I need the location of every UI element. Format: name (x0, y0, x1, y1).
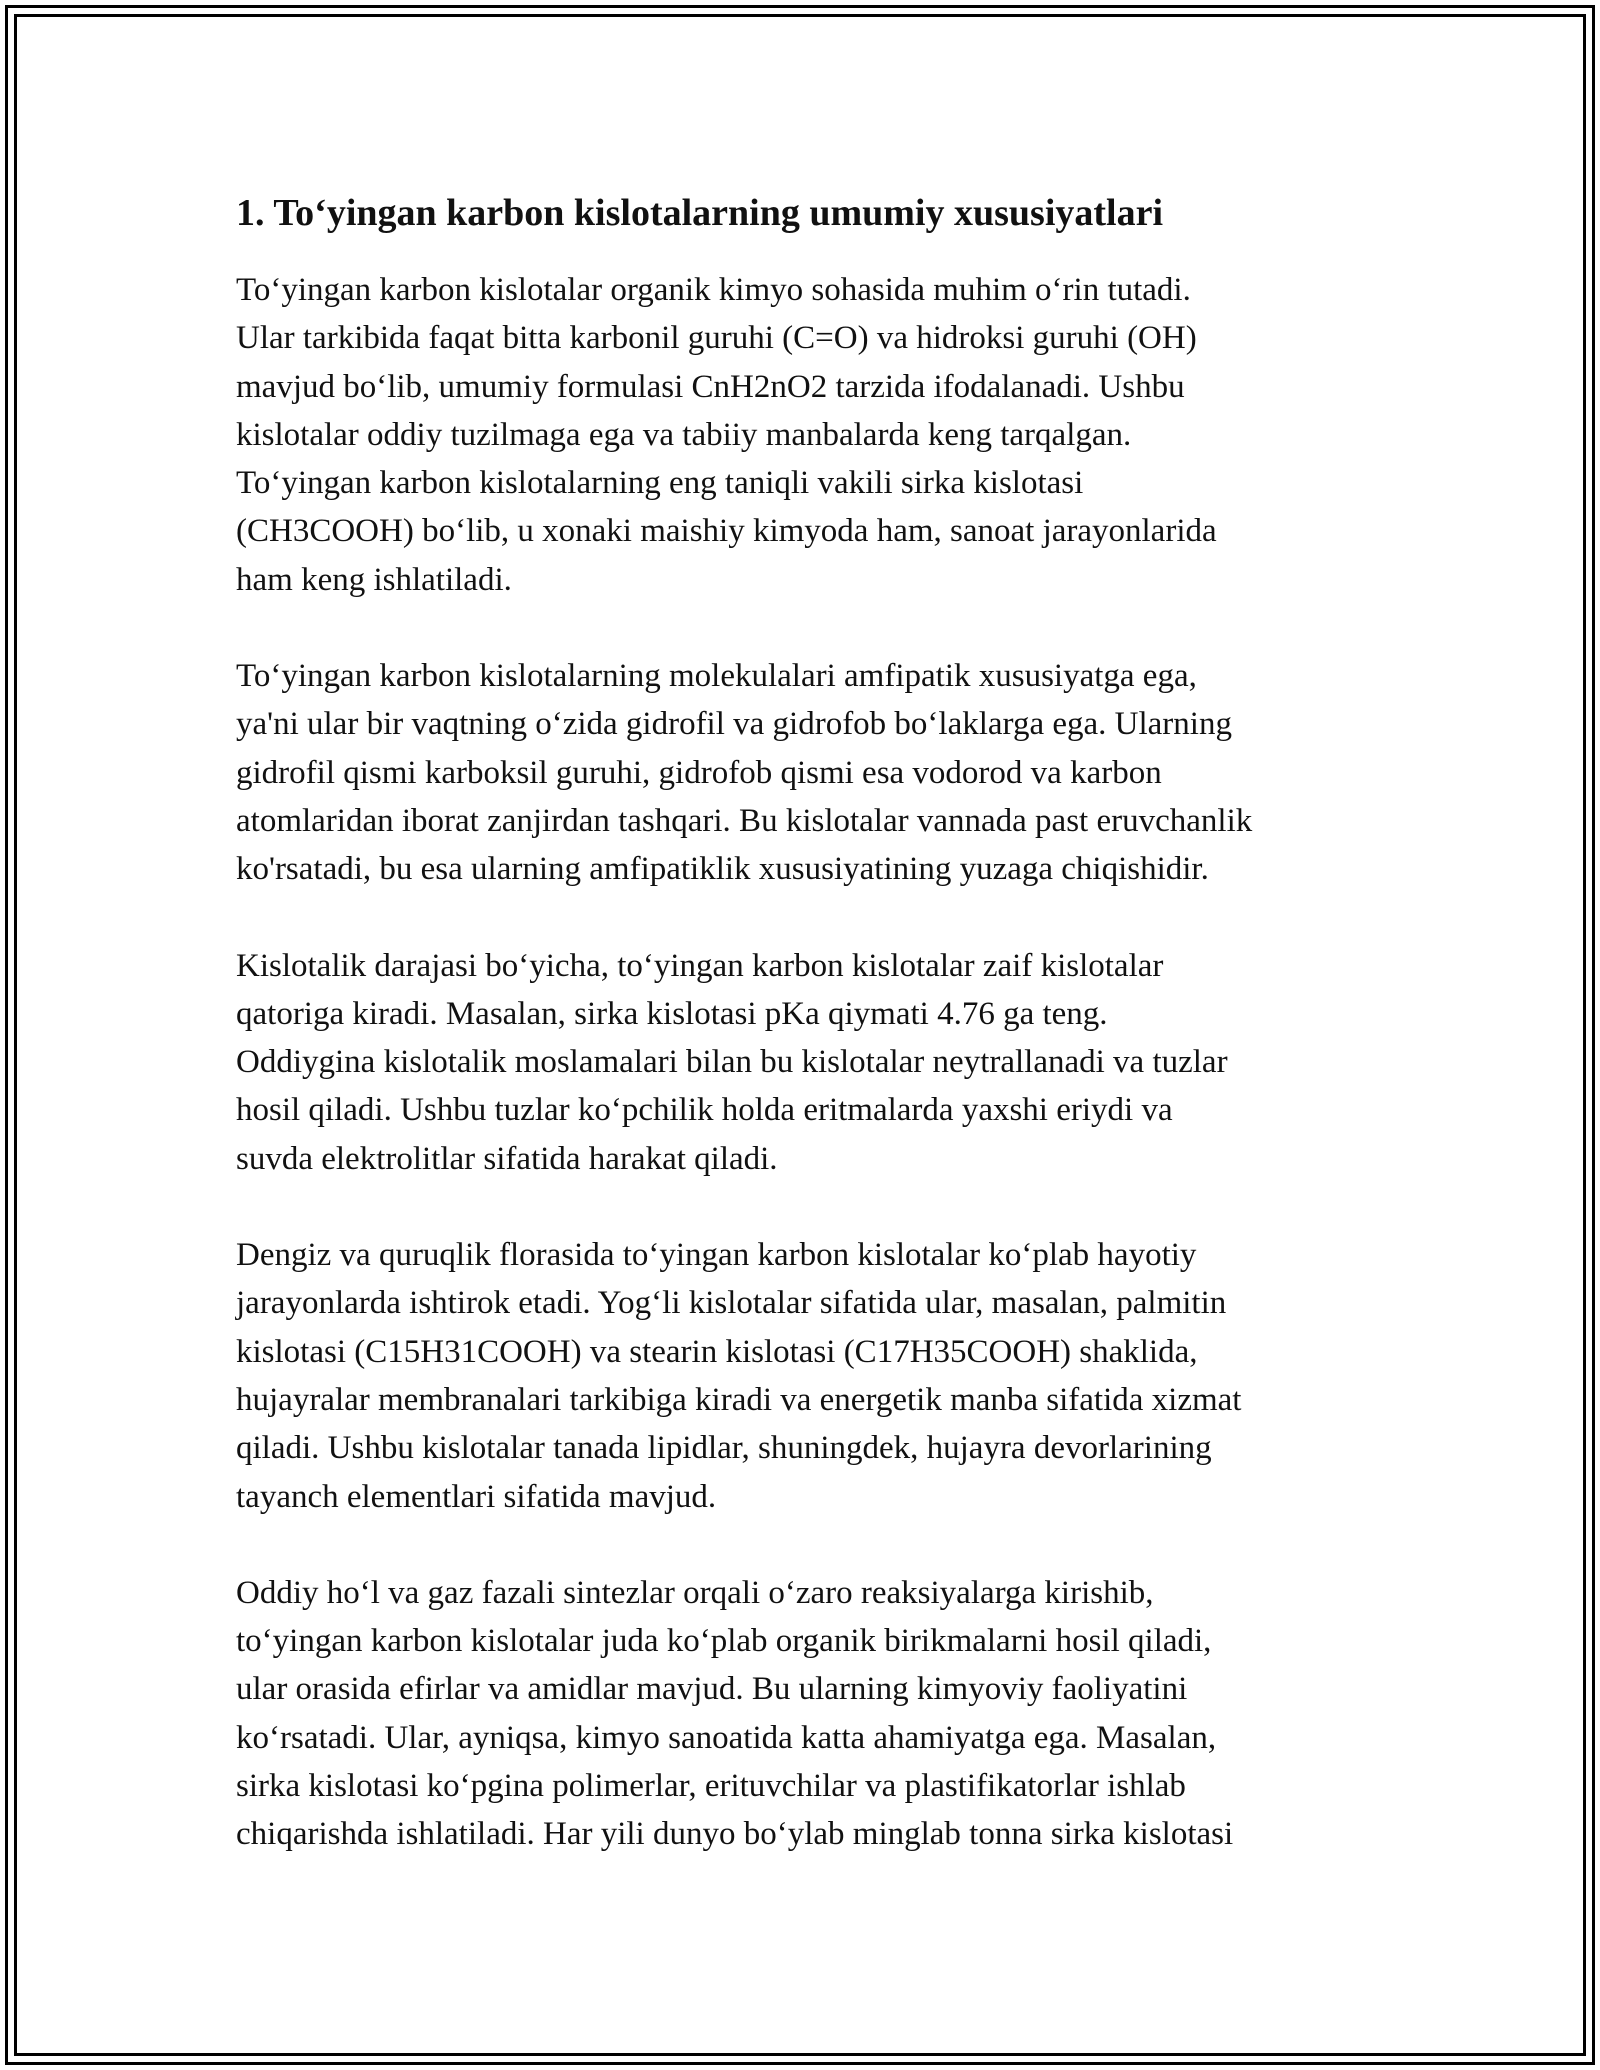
text-line: to‘yingan karbon kislotalar juda ko‘plab organik birikmalarni hosil qiladi, (236, 1623, 1212, 1660)
text-line: gidrofil qismi karboksil guruhi, gidrofob qismi esa vodorod va karbon (236, 754, 1162, 791)
text-line: Dengiz va quruqlik florasida to‘yingan karbon kislotalar ko‘plab hayotiy (236, 1237, 1197, 1274)
text-line: chiqarishda ishlatiladi. Har yili dunyo bo‘ylab minglab tonna sirka kislotasi (236, 1816, 1234, 1853)
text-line: atomlaridan iborat zanjirdan tashqari. Bu kislotalar vannada past eruvchanlik (236, 802, 1253, 839)
text-line: To‘yingan karbon kislotalarning molekulalari amfipatik xususiyatga ega, (236, 658, 1197, 695)
text-line: ko‘rsatadi. Ular, ayniqsa, kimyo sanoatida katta ahamiyatga ega. Masalan, (236, 1719, 1217, 1756)
text-line: ham keng ishlatiladi. (236, 561, 512, 598)
text-line: qiladi. Ushbu kislotalar tanada lipidlar, shuningdek, hujayra devorlarining (236, 1430, 1212, 1467)
paragraph-4 (236, 1231, 1366, 1521)
text-line: ya'ni ular bir vaqtning o‘zida gidrofil va gidrofob bo‘laklarga ega. Ularning (236, 706, 1232, 743)
text-line: jarayonlarda ishtirok etadi. Yog‘li kislotalar sifatida ular, masalan, palmitin (236, 1285, 1227, 1322)
text-line: hujayralar membranalari tarkibiga kiradi va energetik manba sifatida xizmat (236, 1381, 1242, 1418)
text-line: Ular tarkibida faqat bitta karbonil guruhi (C=O) va hidroksi guruhi (OH) (236, 320, 1197, 357)
text-line: qatoriga kiradi. Masalan, sirka kislotasi pKa qiymati 4.76 ga teng. (236, 995, 1108, 1032)
paragraph-1 (236, 266, 1366, 604)
text-line: kislotasi (C15H31COOH) va stearin kislotasi (C17H35COOH) shaklida, (236, 1333, 1198, 1370)
text-line: (CH3COOH) bo‘lib, u xonaki maishiy kimyoda ham, sanoat jarayonlarida (236, 513, 1217, 550)
document-body (236, 186, 1366, 1907)
paragraph-3 (236, 942, 1366, 1183)
text-line: Oddiy ho‘l va gaz fazali sintezlar orqali o‘zaro reaksiyalarga kirishib, (236, 1574, 1154, 1611)
text-line: To‘yingan karbon kislotalarning eng taniqli vakili sirka kislotasi (236, 465, 1084, 502)
text-line: tayanch elementlari sifatida mavjud. (236, 1478, 717, 1515)
text-line: kislotalar oddiy tuzilmaga ega va tabiiy manbalarda keng tarqalgan. (236, 416, 1132, 453)
text-line: Oddiygina kislotalik moslamalari bilan bu kislotalar neytrallanadi va tuzlar (236, 1044, 1228, 1081)
section-title: 1. To‘yingan karbon kislotalarning umumiy xususiyatlari (236, 192, 1164, 234)
text-line: suvda elektrolitlar sifatida harakat qiladi. (236, 1140, 778, 1177)
text-line: sirka kislotasi ko‘pgina polimerlar, erituvchilar va plastifikatorlar ishlab (236, 1768, 1186, 1805)
paragraph-5 (236, 1569, 1366, 1859)
text-line: hosil qiladi. Ushbu tuzlar ko‘pchilik holda eritmalarda yaxshi eriydi va (236, 1092, 1173, 1129)
text-line: Kislotalik darajasi bo‘yicha, to‘yingan karbon kislotalar zaif kislotalar (236, 947, 1164, 984)
text-line: ko'rsatadi, bu esa ularning amfipatiklik xususiyatining yuzaga chiqishidir. (236, 851, 1209, 888)
text-line: ular orasida efirlar va amidlar mavjud. Bu ularning kimyoviy faoliyatini (236, 1671, 1188, 1708)
text-line: mavjud bo‘lib, umumiy formulasi CnH2nO2 tarzida ifodalanadi. Ushbu (236, 368, 1185, 405)
paragraph-2 (236, 652, 1366, 893)
text-line: To‘yingan karbon kislotalar organik kimyo sohasida muhim o‘rin tutadi. (236, 272, 1191, 308)
